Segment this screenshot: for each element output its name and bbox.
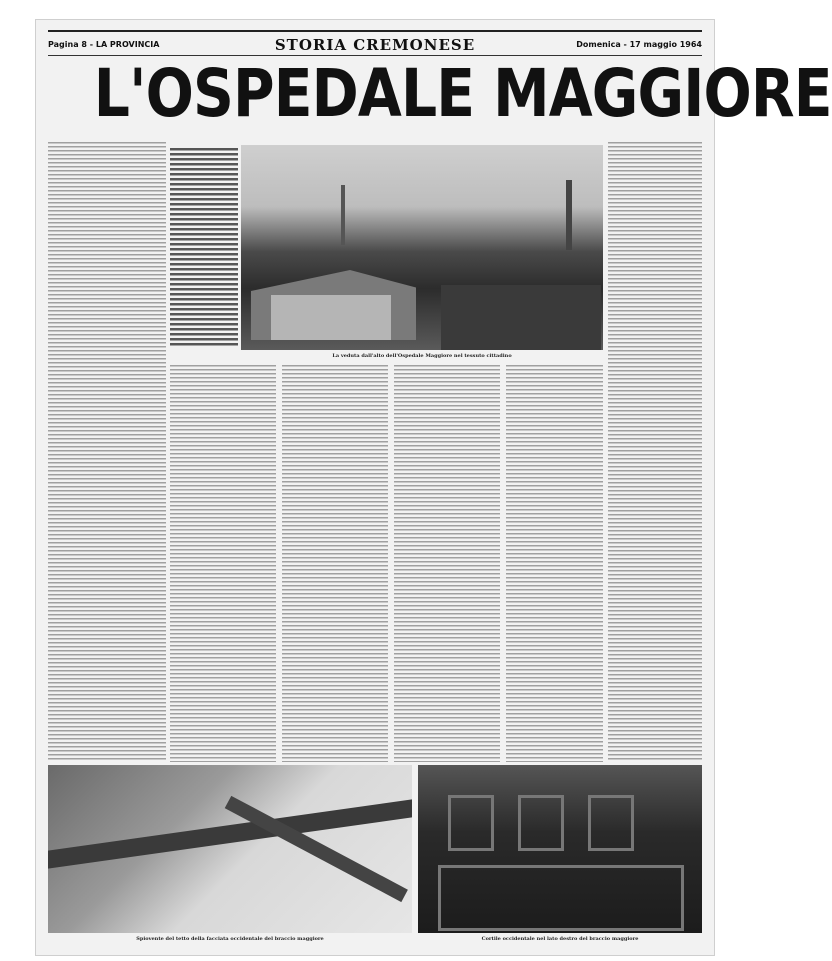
wall-shape bbox=[271, 295, 391, 340]
window-shape bbox=[588, 795, 634, 851]
newspaper-page bbox=[36, 20, 832, 955]
issue-date: Domenica - 17 maggio 1964 bbox=[576, 40, 702, 49]
article-intro bbox=[170, 148, 238, 346]
article-column-3 bbox=[282, 365, 388, 762]
tower-shape bbox=[341, 185, 345, 245]
page-label: Pagina 8 - LA PROVINCIA bbox=[48, 40, 160, 49]
window-shape bbox=[518, 795, 564, 851]
window-shape bbox=[448, 795, 494, 851]
article-column-5 bbox=[506, 365, 603, 762]
section-title: STORIA CREMONESE bbox=[274, 36, 476, 54]
bottom-right-photo bbox=[418, 765, 702, 933]
headline: L'OSPEDALE MAGGIORE bbox=[93, 55, 832, 132]
bottom-left-caption: Spiovente del tetto della facciata occidentale del braccio maggiore bbox=[136, 936, 324, 942]
article-column-6 bbox=[608, 142, 702, 762]
top-rule bbox=[48, 30, 702, 32]
top-photo bbox=[241, 145, 603, 350]
bottom-left-photo bbox=[48, 765, 412, 933]
bottom-right-caption: Cortile occidentale nel lato destro del braccio maggiore bbox=[481, 936, 639, 942]
roof-shape bbox=[441, 285, 601, 350]
article-column-1 bbox=[48, 142, 166, 762]
top-photo-caption: La veduta dall'alto dell'Ospedale Maggiore nel tessuto cittadino bbox=[332, 353, 512, 359]
article-column-4 bbox=[394, 365, 500, 762]
page-header bbox=[48, 36, 702, 52]
tower-shape bbox=[566, 180, 572, 250]
article-column-2 bbox=[170, 365, 276, 762]
window-shape bbox=[438, 865, 684, 931]
